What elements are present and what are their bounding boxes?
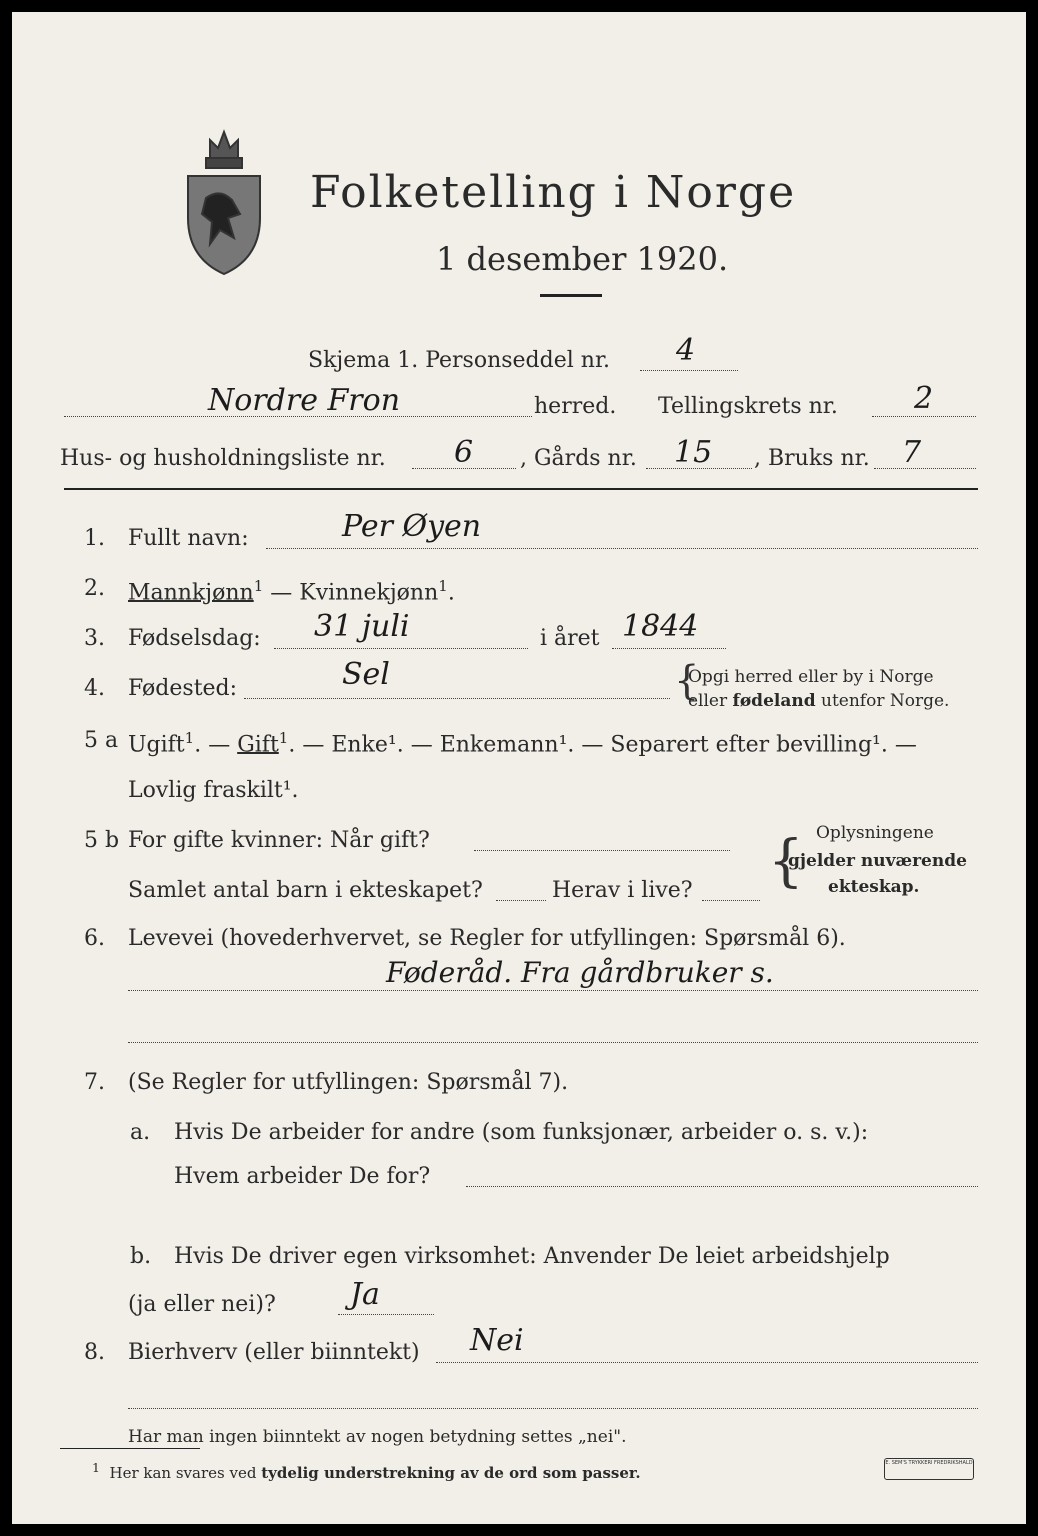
q1-num: 1. bbox=[84, 526, 105, 551]
q5a-num: 5 a bbox=[84, 728, 119, 753]
personseddel-nr: 4 bbox=[676, 333, 696, 368]
q5a-gift: Gift bbox=[237, 732, 279, 758]
footer-note: Har man ingen biinntekt av nogen betydning settes „nei". bbox=[128, 1427, 627, 1447]
q5b-line1: For gifte kvinner: Når gift? bbox=[128, 828, 430, 853]
brace: { bbox=[674, 658, 700, 704]
q6-label: Levevei (hovederhvervet, se Regler for utfyllingen: Spørsmål 6). bbox=[128, 926, 846, 951]
hus-label: Hus- og husholdningsliste nr. bbox=[60, 446, 386, 471]
dotted-line bbox=[266, 548, 978, 549]
dotted-line bbox=[274, 648, 528, 649]
dotted-line bbox=[474, 850, 730, 851]
q5b-note3: ekteskap. bbox=[828, 877, 920, 897]
krets-label: Tellingskrets nr. bbox=[658, 394, 838, 419]
q5a-rest: — Enke¹. — Enkemann¹. — Separert efter bevilling¹. — bbox=[302, 732, 917, 758]
herred-label: herred. bbox=[534, 394, 617, 419]
q5b-line2a: Samlet antal barn i ekteskapet? bbox=[128, 878, 483, 903]
footnote-marker: 1 bbox=[278, 729, 289, 747]
footnote-num: 1 bbox=[92, 1460, 100, 1475]
q7a-question: Hvem arbeider De for? bbox=[174, 1164, 431, 1189]
q6-num: 6. bbox=[84, 926, 105, 951]
q2-mann: Mannkjønn bbox=[128, 580, 254, 606]
footnote-marker: 1 bbox=[184, 729, 195, 747]
q4-note2-bold: fødeland bbox=[732, 691, 816, 711]
header-divider bbox=[64, 488, 978, 490]
q3-year: 1844 bbox=[622, 609, 699, 644]
q7b-question: (ja eller nei)? bbox=[128, 1292, 276, 1317]
dotted-line bbox=[496, 900, 546, 901]
footnote-marker: 1 bbox=[438, 577, 448, 595]
q7b-letter: b. bbox=[130, 1244, 152, 1269]
footnote-bold: tydelig understrekning av de ord som passer. bbox=[261, 1464, 641, 1482]
q1-value: Per Øyen bbox=[342, 509, 482, 544]
q5a-line2: Lovlig fraskilt¹. bbox=[128, 778, 299, 803]
q5b-note2: gjelder nuværende bbox=[788, 851, 967, 871]
q8-value: Nei bbox=[470, 1323, 524, 1358]
q8-label: Bierhverv (eller biinntekt) bbox=[128, 1340, 420, 1365]
q7a-letter: a. bbox=[130, 1120, 151, 1145]
q4-note2-post: utenfor Norge. bbox=[821, 691, 950, 711]
gards-label: , Gårds nr. bbox=[520, 446, 637, 471]
q4-note2-pre: eller bbox=[688, 691, 728, 711]
q7-num: 7. bbox=[84, 1070, 105, 1095]
printer-stamp bbox=[884, 1458, 974, 1480]
q4-note2 bbox=[688, 690, 949, 712]
dotted-line bbox=[872, 416, 976, 417]
q3-value: 31 juli bbox=[314, 609, 410, 644]
coat-of-arms-icon bbox=[180, 118, 268, 278]
dotted-line bbox=[338, 1314, 434, 1315]
q2-dot: . bbox=[447, 580, 455, 606]
dotted-line bbox=[874, 468, 976, 469]
q5a-ugift: Ugift bbox=[128, 732, 185, 758]
dotted-line bbox=[128, 1042, 978, 1043]
footnote-marker: 1 bbox=[253, 577, 264, 595]
q2-num: 2. bbox=[84, 576, 105, 601]
q4-num: 4. bbox=[84, 676, 105, 701]
q2-options bbox=[128, 576, 455, 606]
herred-value: Nordre Fron bbox=[208, 383, 401, 418]
q8-num: 8. bbox=[84, 1340, 105, 1365]
footnote-pre: Her kan svares ved bbox=[109, 1464, 257, 1482]
q7b-text: Hvis De driver egen virksomhet: Anvender De leiet arbeidshjelp bbox=[174, 1244, 890, 1269]
form-title: Folketelling i Norge bbox=[310, 167, 797, 218]
q3-label: Fødselsdag: bbox=[128, 626, 261, 651]
dotted-line bbox=[640, 370, 738, 371]
hus-nr: 6 bbox=[454, 435, 474, 470]
q7-label: (Se Regler for utfyllingen: Spørsmål 7). bbox=[128, 1070, 569, 1095]
dotted-line bbox=[128, 990, 978, 991]
q1-label: Fullt navn: bbox=[128, 526, 249, 551]
krets-nr: 2 bbox=[914, 381, 934, 416]
q3-num: 3. bbox=[84, 626, 105, 651]
title-divider bbox=[540, 294, 602, 297]
q5b-line2b: Herav i live? bbox=[552, 878, 693, 903]
dotted-line bbox=[436, 1362, 978, 1363]
dotted-line bbox=[244, 698, 670, 699]
census-form bbox=[12, 12, 1026, 1524]
q7b-value: Ja bbox=[350, 1277, 380, 1312]
footer-divider bbox=[60, 1448, 200, 1449]
q3-year-label: i året bbox=[540, 626, 600, 651]
footnote bbox=[92, 1458, 641, 1483]
q4-value: Sel bbox=[342, 657, 390, 692]
q5a-options: Ugift$^1$. — Gift$^1$. — Enke¹. — Enkemann¹. — Separert efter bevilling¹. — bbox=[128, 729, 917, 758]
bruks-label: , Bruks nr. bbox=[754, 446, 870, 471]
dotted-line bbox=[702, 900, 760, 901]
bruks-nr: 7 bbox=[902, 435, 922, 470]
schema-label: Skjema 1. Personseddel nr. bbox=[308, 348, 611, 373]
dotted-line bbox=[128, 1408, 978, 1409]
dotted-line bbox=[612, 648, 726, 649]
q4-label: Fødested: bbox=[128, 676, 238, 701]
q2-kvinne: — Kvinnekjønn bbox=[270, 580, 439, 606]
dotted-line bbox=[466, 1186, 978, 1187]
gards-nr: 15 bbox=[674, 435, 713, 470]
q5b-note1: Oplysningene bbox=[816, 823, 934, 843]
brace: { bbox=[768, 829, 804, 894]
printer-text: E. SEM'S TRYKKERI FREDRIKSHALD bbox=[885, 1460, 973, 1466]
q7a-text: Hvis De arbeider for andre (som funksjonær, arbeider o. s. v.): bbox=[174, 1120, 869, 1145]
q5b-num: 5 b bbox=[84, 828, 120, 853]
q4-note1: Opgi herred eller by i Norge bbox=[688, 667, 934, 687]
form-date: 1 desember 1920. bbox=[436, 240, 729, 278]
q6-value: Føderåd. Fra gårdbruker s. bbox=[386, 956, 774, 989]
